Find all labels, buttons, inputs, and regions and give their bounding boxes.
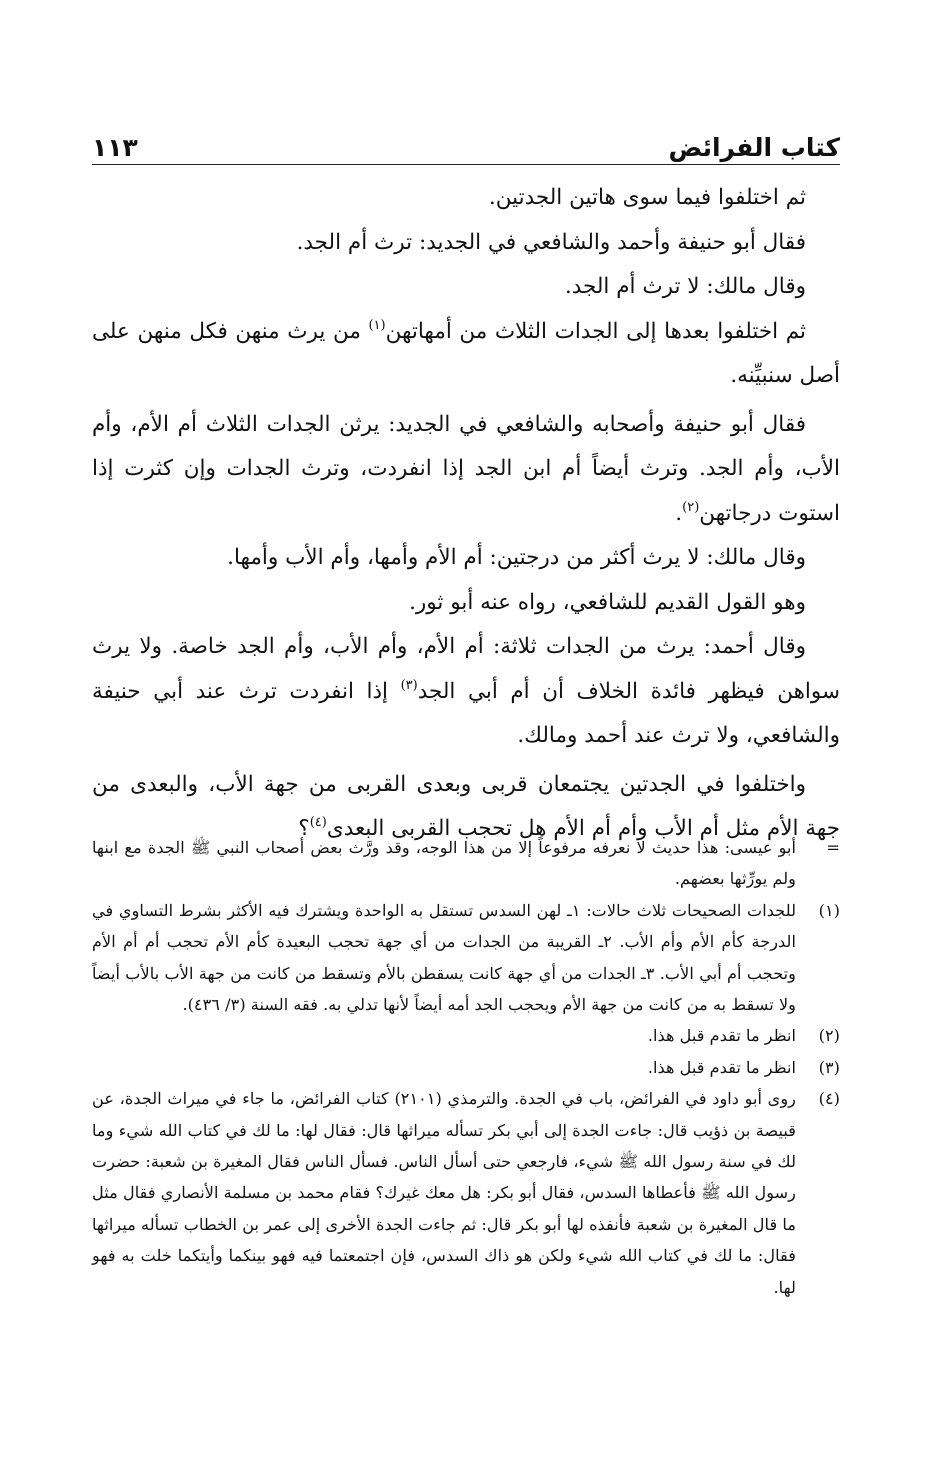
footnote-marker: (٤) [818, 1089, 840, 1109]
paragraph [92, 536, 840, 581]
footnote-reference[interactable]: (١) [368, 317, 386, 333]
footnote-continuation [92, 832, 840, 895]
paragraph [92, 581, 840, 626]
paragraph-text: وقال مالك: لا يرث أكثر من درجتين: أم الأم وأمها، وأم الأب وأمها. [227, 545, 806, 570]
footnote-text: انظر ما تقدم قبل هذا. [647, 1057, 796, 1077]
footnote-reference[interactable]: (٣) [400, 677, 418, 693]
paragraph-text: ثم اختلفوا فيما سوى هاتين الجدتين. [488, 185, 806, 210]
running-header [92, 118, 840, 165]
main-text [92, 176, 840, 852]
paragraph-text: وهو القول القديم للشافعي، رواه عنه أبو ثور. [409, 589, 806, 615]
page-number: ١١٣ [92, 133, 138, 162]
paragraph [92, 265, 840, 310]
paragraph-text: ثم اختلفوا بعدها إلى الجدات الثلاث من أمهاتهن [385, 318, 806, 344]
footnote-2 [92, 1020, 840, 1051]
footnote-1 [92, 895, 840, 1021]
paragraph-text: فقال أبو حنيفة وأحمد والشافعي في الجديد: ترث أم الجد. [296, 229, 806, 255]
footnote-4 [92, 1083, 840, 1303]
paragraph-text: ؟ [298, 816, 310, 841]
paragraph-text: من يرث منهن فكل منهن على أصل سنبيِّنه. [92, 318, 840, 388]
paragraph-text: واختلفوا في الجدتين يجتمعان قربى وبعدى القربى من جهة الأب، والبعدى من جهة الأم مثل أم الأب وأم أم الأم هل تحجب القربى البعدى [92, 771, 840, 841]
footnote-text: أبو عيسى: هذا حديث لا نعرفه مرفوعاً إلا من هذا الوجه، وقد ورَّث بعض أصحاب النبي ﷺ الجدة مع ابنها ولم يورِّثها بعضهم. [92, 838, 796, 889]
footnote-marker: (١) [818, 900, 840, 920]
footnote-reference[interactable]: (٤) [309, 815, 327, 830]
footnote-marker: = [826, 838, 840, 857]
paragraph-text: وقال أحمد: يرث من الجدات ثلاثة: أم الأم، وأم الأب، وأم الجد خاصة. ولا يرث سواهن فيظهر فائدة الخلاف أن أم أبي الجد [92, 634, 840, 704]
footnote-marker: (٢) [818, 1026, 840, 1046]
paragraph-text: وقال مالك: لا ترث أم الجد. [564, 274, 806, 299]
chapter-title: كتاب الفرائض [668, 133, 840, 162]
footnote-text: للجدات الصحيحات ثلاث حالات: ١ـ لهن السدس تستقل به الواحدة ويشترك فيه الأكثر بشرط التساوي في الدرجة كأم الأم وأم الأب. ٢ـ القريبة من الجدات من أي جهة تحجب البعيدة كأم الأم تحجب أم أم الأم وتحجب أم أبي الأب. ٣ـ الجدات من أي جهة كانت يسقطن بالأم وتسقط من كانت من جهة الأب بالأب أيضاً ولا تسقط به من كانت من جهة الأم ويحجب الجد أمه أيضاً لأنها تدلي به. فقه السنة (٣/ ٤٣٦). [92, 900, 796, 1015]
paragraph-text: . [675, 500, 683, 526]
footnote-marker: (٣) [818, 1057, 840, 1077]
footnote-text: روى أبو داود في الفرائض، باب في الجدة. والترمذي (٢١٠١) كتاب الفرائض، ما جاء في ميراث الجدة، عن قبيصة بن ذؤيب قال: جاءت الجدة إلى أبي بكر تسأله ميراثها قال: فقال لها: ما لك في كتاب الله شيء وما لك في سنة رسول الله ﷺ شيء، فارجعي حتى أسأل الناس. فسأل الناس فقال المغيرة بن شعبة: حضرت رسول الله ﷺ فأعطاها السدس، فقال أبو بكر: هل معك غيرك؟ فقام محمد بن مسلمة الأنصاري فقال مثل ما قال المغيرة بن شعبة فأنفذه لها أبو بكر قال: ثم جاءت الجدة الأخرى إلى عمر بن الخطاب تسأله ميراثها فقال: ما لك في كتاب الله شيء ولكن هو ذاك السدس، فإن اجتمعتما فيه فهو بينكما وأيتكما خلت به فهو لها. [92, 1089, 796, 1297]
footnote-text: انظر ما تقدم قبل هذا. [647, 1026, 796, 1046]
paragraph [92, 176, 840, 221]
paragraph [92, 625, 840, 759]
footnote-3 [92, 1052, 840, 1083]
paragraph [92, 221, 840, 266]
paragraph-text: فقال أبو حنيفة وأصحابه والشافعي في الجديد: يرثن الجدات الثلاث أم الأم، وأم الأب، وأم الجد. وترث أيضاً أم ابن الجد إذا انفردت، وترث الجدات وإن كثرت إذا استوت درجاتهن [92, 411, 840, 526]
footnotes-section [92, 832, 840, 1303]
paragraph-text: إذا انفردت ترث عند أبي حنيفة والشافعي، ولا ترث عند أحمد ومالك. [92, 678, 840, 748]
paragraph [92, 403, 840, 537]
paragraph [92, 310, 840, 399]
footnote-reference[interactable]: (٢) [682, 499, 700, 515]
